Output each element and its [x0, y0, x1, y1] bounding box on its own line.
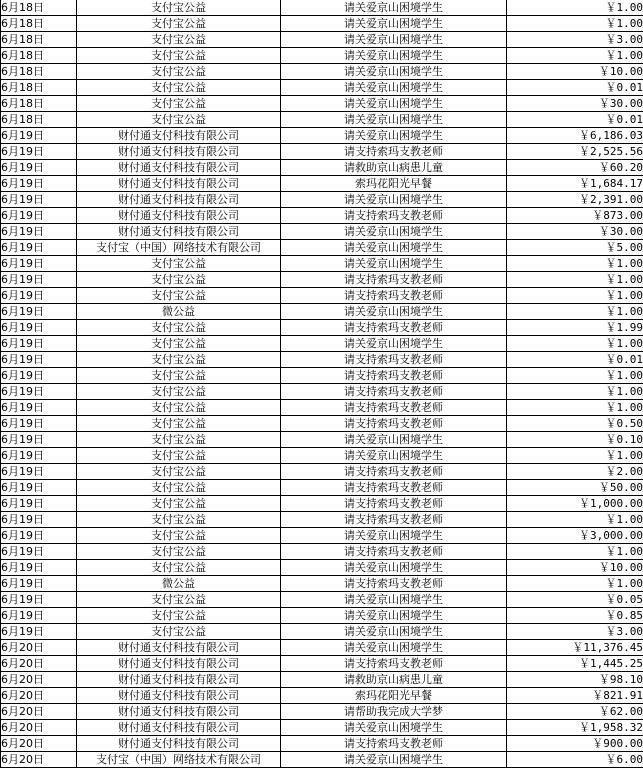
project-cell: 请救助京山病患儿童	[281, 672, 507, 688]
table-row	[1, 112, 643, 128]
project-cell: 请关爱京山困境学生	[281, 96, 507, 112]
source-cell: 支付宝公益	[77, 64, 281, 80]
table-row	[1, 704, 643, 720]
date-cell: 6月19日	[1, 176, 77, 192]
date-cell: 6月19日	[1, 224, 77, 240]
source-cell: 支付宝公益	[77, 480, 281, 496]
project-cell: 请关爱京山困境学生	[281, 336, 507, 352]
amount-cell: ￥1.99	[507, 320, 643, 336]
amount-cell: ￥50.00	[507, 480, 643, 496]
project-cell: 请关爱京山困境学生	[281, 240, 507, 256]
table-row	[1, 176, 643, 192]
project-cell: 请关爱京山困境学生	[281, 32, 507, 48]
project-cell: 请支持索玛支教老师	[281, 144, 507, 160]
project-cell: 请关爱京山困境学生	[281, 128, 507, 144]
project-cell: 请支持索玛支教老师	[281, 576, 507, 592]
amount-cell: ￥3.00	[507, 32, 643, 48]
date-cell: 6月20日	[1, 752, 77, 768]
source-cell: 支付宝公益	[77, 432, 281, 448]
amount-cell: ￥98.10	[507, 672, 643, 688]
table-row	[1, 224, 643, 240]
project-cell: 请支持索玛支教老师	[281, 496, 507, 512]
project-cell: 请关爱京山困境学生	[281, 448, 507, 464]
source-cell: 支付宝公益	[77, 608, 281, 624]
amount-cell: ￥1.00	[507, 16, 643, 32]
source-cell: 财付通支付科技有限公司	[77, 144, 281, 160]
date-cell: 6月19日	[1, 128, 77, 144]
project-cell: 请支持索玛支教老师	[281, 320, 507, 336]
source-cell: 支付宝公益	[77, 464, 281, 480]
amount-cell: ￥900.00	[507, 736, 643, 752]
date-cell: 6月19日	[1, 624, 77, 640]
project-cell: 请支持索玛支教老师	[281, 416, 507, 432]
amount-cell: ￥873.00	[507, 208, 643, 224]
amount-cell: ￥1.00	[507, 576, 643, 592]
date-cell: 6月19日	[1, 480, 77, 496]
table-row	[1, 416, 643, 432]
source-cell: 财付通支付科技有限公司	[77, 192, 281, 208]
table-row	[1, 32, 643, 48]
project-cell: 请关爱京山困境学生	[281, 592, 507, 608]
table-row	[1, 352, 643, 368]
project-cell: 请支持索玛支教老师	[281, 368, 507, 384]
table-row	[1, 720, 643, 736]
table-row	[1, 320, 643, 336]
table-row	[1, 272, 643, 288]
source-cell: 支付宝公益	[77, 368, 281, 384]
table-row	[1, 576, 643, 592]
amount-cell: ￥1.00	[507, 368, 643, 384]
date-cell: 6月19日	[1, 208, 77, 224]
date-cell: 6月19日	[1, 464, 77, 480]
table-row	[1, 496, 643, 512]
date-cell: 6月18日	[1, 96, 77, 112]
date-cell: 6月19日	[1, 416, 77, 432]
table-row	[1, 144, 643, 160]
amount-cell: ￥1.00	[507, 0, 643, 16]
amount-cell: ￥1.00	[507, 304, 643, 320]
date-cell: 6月20日	[1, 736, 77, 752]
table-row	[1, 208, 643, 224]
source-cell: 支付宝公益	[77, 320, 281, 336]
table-row	[1, 464, 643, 480]
table-row	[1, 752, 643, 768]
amount-cell: ￥10.00	[507, 64, 643, 80]
amount-cell: ￥2,525.56	[507, 144, 643, 160]
table-row	[1, 608, 643, 624]
source-cell: 微公益	[77, 576, 281, 592]
amount-cell: ￥1.00	[507, 48, 643, 64]
source-cell: 微公益	[77, 304, 281, 320]
project-cell: 请关爱京山困境学生	[281, 432, 507, 448]
date-cell: 6月18日	[1, 32, 77, 48]
amount-cell: ￥1.00	[507, 544, 643, 560]
source-cell: 支付宝公益	[77, 624, 281, 640]
amount-cell: ￥1,445.25	[507, 656, 643, 672]
amount-cell: ￥1.00	[507, 512, 643, 528]
source-cell: 支付宝公益	[77, 0, 281, 16]
date-cell: 6月19日	[1, 352, 77, 368]
amount-cell: ￥11,376.45	[507, 640, 643, 656]
table-row	[1, 160, 643, 176]
amount-cell: ￥6,186.03	[507, 128, 643, 144]
date-cell: 6月19日	[1, 400, 77, 416]
table-row	[1, 592, 643, 608]
source-cell: 支付宝公益	[77, 112, 281, 128]
source-cell: 支付宝（中国）网络技术有限公司	[77, 752, 281, 768]
source-cell: 财付通支付科技有限公司	[77, 720, 281, 736]
table-row	[1, 624, 643, 640]
amount-cell: ￥60.20	[507, 160, 643, 176]
amount-cell: ￥1.00	[507, 336, 643, 352]
amount-cell: ￥1.00	[507, 384, 643, 400]
source-cell: 支付宝公益	[77, 400, 281, 416]
project-cell: 请支持索玛支教老师	[281, 480, 507, 496]
project-cell: 请关爱京山困境学生	[281, 112, 507, 128]
table-row	[1, 96, 643, 112]
date-cell: 6月18日	[1, 112, 77, 128]
project-cell: 请关爱京山困境学生	[281, 624, 507, 640]
project-cell: 请支持索玛支教老师	[281, 384, 507, 400]
donation-table-body	[1, 0, 643, 768]
source-cell: 财付通支付科技有限公司	[77, 224, 281, 240]
date-cell: 6月19日	[1, 448, 77, 464]
date-cell: 6月19日	[1, 288, 77, 304]
amount-cell: ￥1,958.32	[507, 720, 643, 736]
project-cell: 请支持索玛支教老师	[281, 208, 507, 224]
amount-cell: ￥3,000.00	[507, 528, 643, 544]
source-cell: 财付通支付科技有限公司	[77, 640, 281, 656]
amount-cell: ￥1.00	[507, 400, 643, 416]
table-row	[1, 48, 643, 64]
project-cell: 请支持索玛支教老师	[281, 288, 507, 304]
project-cell: 请支持索玛支教老师	[281, 656, 507, 672]
table-row	[1, 688, 643, 704]
date-cell: 6月18日	[1, 16, 77, 32]
amount-cell: ￥1.00	[507, 272, 643, 288]
amount-cell: ￥5.00	[507, 240, 643, 256]
project-cell: 请支持索玛支教老师	[281, 736, 507, 752]
project-cell: 请关爱京山困境学生	[281, 560, 507, 576]
amount-cell: ￥0.01	[507, 352, 643, 368]
date-cell: 6月18日	[1, 80, 77, 96]
table-row	[1, 64, 643, 80]
source-cell: 支付宝公益	[77, 288, 281, 304]
table-row	[1, 368, 643, 384]
project-cell: 请关爱京山困境学生	[281, 640, 507, 656]
date-cell: 6月19日	[1, 272, 77, 288]
amount-cell: ￥1.00	[507, 448, 643, 464]
amount-cell: ￥62.00	[507, 704, 643, 720]
source-cell: 支付宝公益	[77, 448, 281, 464]
project-cell: 请支持索玛支教老师	[281, 400, 507, 416]
source-cell: 支付宝公益	[77, 528, 281, 544]
table-row	[1, 192, 643, 208]
table-row	[1, 336, 643, 352]
project-cell: 请关爱京山困境学生	[281, 528, 507, 544]
source-cell: 支付宝公益	[77, 80, 281, 96]
table-row	[1, 128, 643, 144]
amount-cell: ￥821.91	[507, 688, 643, 704]
source-cell: 支付宝公益	[77, 384, 281, 400]
table-row	[1, 80, 643, 96]
date-cell: 6月18日	[1, 48, 77, 64]
project-cell: 请救助京山病患儿童	[281, 160, 507, 176]
amount-cell: ￥1,684.17	[507, 176, 643, 192]
source-cell: 支付宝公益	[77, 32, 281, 48]
date-cell: 6月19日	[1, 304, 77, 320]
project-cell: 请关爱京山困境学生	[281, 608, 507, 624]
date-cell: 6月19日	[1, 256, 77, 272]
amount-cell: ￥0.85	[507, 608, 643, 624]
amount-cell: ￥1.00	[507, 288, 643, 304]
amount-cell: ￥30.00	[507, 224, 643, 240]
table-row	[1, 304, 643, 320]
amount-cell: ￥10.00	[507, 560, 643, 576]
project-cell: 请支持索玛支教老师	[281, 352, 507, 368]
amount-cell: ￥1.00	[507, 256, 643, 272]
source-cell: 支付宝公益	[77, 416, 281, 432]
project-cell: 请关爱京山困境学生	[281, 224, 507, 240]
date-cell: 6月19日	[1, 336, 77, 352]
source-cell: 财付通支付科技有限公司	[77, 176, 281, 192]
date-cell: 6月19日	[1, 320, 77, 336]
table-row	[1, 544, 643, 560]
source-cell: 支付宝公益	[77, 96, 281, 112]
project-cell: 请关爱京山困境学生	[281, 80, 507, 96]
table-row	[1, 240, 643, 256]
source-cell: 财付通支付科技有限公司	[77, 208, 281, 224]
source-cell: 财付通支付科技有限公司	[77, 656, 281, 672]
date-cell: 6月19日	[1, 240, 77, 256]
amount-cell: ￥6.00	[507, 752, 643, 768]
source-cell: 财付通支付科技有限公司	[77, 704, 281, 720]
table-row	[1, 288, 643, 304]
source-cell: 财付通支付科技有限公司	[77, 736, 281, 752]
project-cell: 请关爱京山困境学生	[281, 192, 507, 208]
source-cell: 支付宝公益	[77, 592, 281, 608]
amount-cell: ￥3.00	[507, 624, 643, 640]
project-cell: 索玛花阳光早餐	[281, 176, 507, 192]
table-row	[1, 512, 643, 528]
date-cell: 6月19日	[1, 384, 77, 400]
source-cell: 支付宝公益	[77, 352, 281, 368]
project-cell: 请关爱京山困境学生	[281, 752, 507, 768]
project-cell: 请关爱京山困境学生	[281, 16, 507, 32]
date-cell: 6月19日	[1, 528, 77, 544]
date-cell: 6月19日	[1, 192, 77, 208]
project-cell: 请支持索玛支教老师	[281, 464, 507, 480]
date-cell: 6月19日	[1, 432, 77, 448]
date-cell: 6月20日	[1, 720, 77, 736]
project-cell: 请关爱京山困境学生	[281, 720, 507, 736]
date-cell: 6月20日	[1, 656, 77, 672]
table-row	[1, 432, 643, 448]
date-cell: 6月19日	[1, 144, 77, 160]
source-cell: 支付宝（中国）网络技术有限公司	[77, 240, 281, 256]
source-cell: 支付宝公益	[77, 544, 281, 560]
project-cell: 请关爱京山困境学生	[281, 304, 507, 320]
source-cell: 财付通支付科技有限公司	[77, 688, 281, 704]
table-row	[1, 736, 643, 752]
amount-cell: ￥0.50	[507, 416, 643, 432]
amount-cell: ￥0.10	[507, 432, 643, 448]
project-cell: 请关爱京山困境学生	[281, 64, 507, 80]
project-cell: 请支持索玛支教老师	[281, 512, 507, 528]
source-cell: 财付通支付科技有限公司	[77, 160, 281, 176]
date-cell: 6月18日	[1, 0, 77, 16]
table-row	[1, 560, 643, 576]
project-cell: 请关爱京山困境学生	[281, 256, 507, 272]
source-cell: 财付通支付科技有限公司	[77, 128, 281, 144]
amount-cell: ￥1,000.00	[507, 496, 643, 512]
project-cell: 请帮助我完成大学梦	[281, 704, 507, 720]
source-cell: 支付宝公益	[77, 48, 281, 64]
amount-cell: ￥0.01	[507, 112, 643, 128]
date-cell: 6月20日	[1, 704, 77, 720]
date-cell: 6月19日	[1, 496, 77, 512]
source-cell: 支付宝公益	[77, 272, 281, 288]
table-row	[1, 0, 643, 16]
source-cell: 支付宝公益	[77, 336, 281, 352]
date-cell: 6月20日	[1, 688, 77, 704]
source-cell: 支付宝公益	[77, 496, 281, 512]
amount-cell: ￥2.00	[507, 464, 643, 480]
table-row	[1, 640, 643, 656]
project-cell: 请支持索玛支教老师	[281, 272, 507, 288]
project-cell: 请关爱京山困境学生	[281, 48, 507, 64]
source-cell: 支付宝公益	[77, 512, 281, 528]
date-cell: 6月19日	[1, 368, 77, 384]
table-row	[1, 384, 643, 400]
amount-cell: ￥0.05	[507, 592, 643, 608]
table-row	[1, 256, 643, 272]
date-cell: 6月19日	[1, 560, 77, 576]
amount-cell: ￥2,391.00	[507, 192, 643, 208]
table-row	[1, 448, 643, 464]
amount-cell: ￥30.00	[507, 96, 643, 112]
date-cell: 6月19日	[1, 544, 77, 560]
table-row	[1, 656, 643, 672]
date-cell: 6月19日	[1, 512, 77, 528]
date-cell: 6月20日	[1, 640, 77, 656]
table-row	[1, 400, 643, 416]
project-cell: 索玛花阳光早餐	[281, 688, 507, 704]
source-cell: 支付宝公益	[77, 16, 281, 32]
source-cell: 财付通支付科技有限公司	[77, 672, 281, 688]
date-cell: 6月19日	[1, 608, 77, 624]
date-cell: 6月19日	[1, 160, 77, 176]
project-cell: 请关爱京山困境学生	[281, 0, 507, 16]
source-cell: 支付宝公益	[77, 256, 281, 272]
source-cell: 支付宝公益	[77, 560, 281, 576]
date-cell: 6月19日	[1, 592, 77, 608]
amount-cell: ￥0.01	[507, 80, 643, 96]
table-row	[1, 480, 643, 496]
table-row	[1, 16, 643, 32]
date-cell: 6月18日	[1, 64, 77, 80]
project-cell: 请支持索玛支教老师	[281, 544, 507, 560]
table-row	[1, 672, 643, 688]
table-row	[1, 528, 643, 544]
date-cell: 6月19日	[1, 576, 77, 592]
date-cell: 6月20日	[1, 672, 77, 688]
